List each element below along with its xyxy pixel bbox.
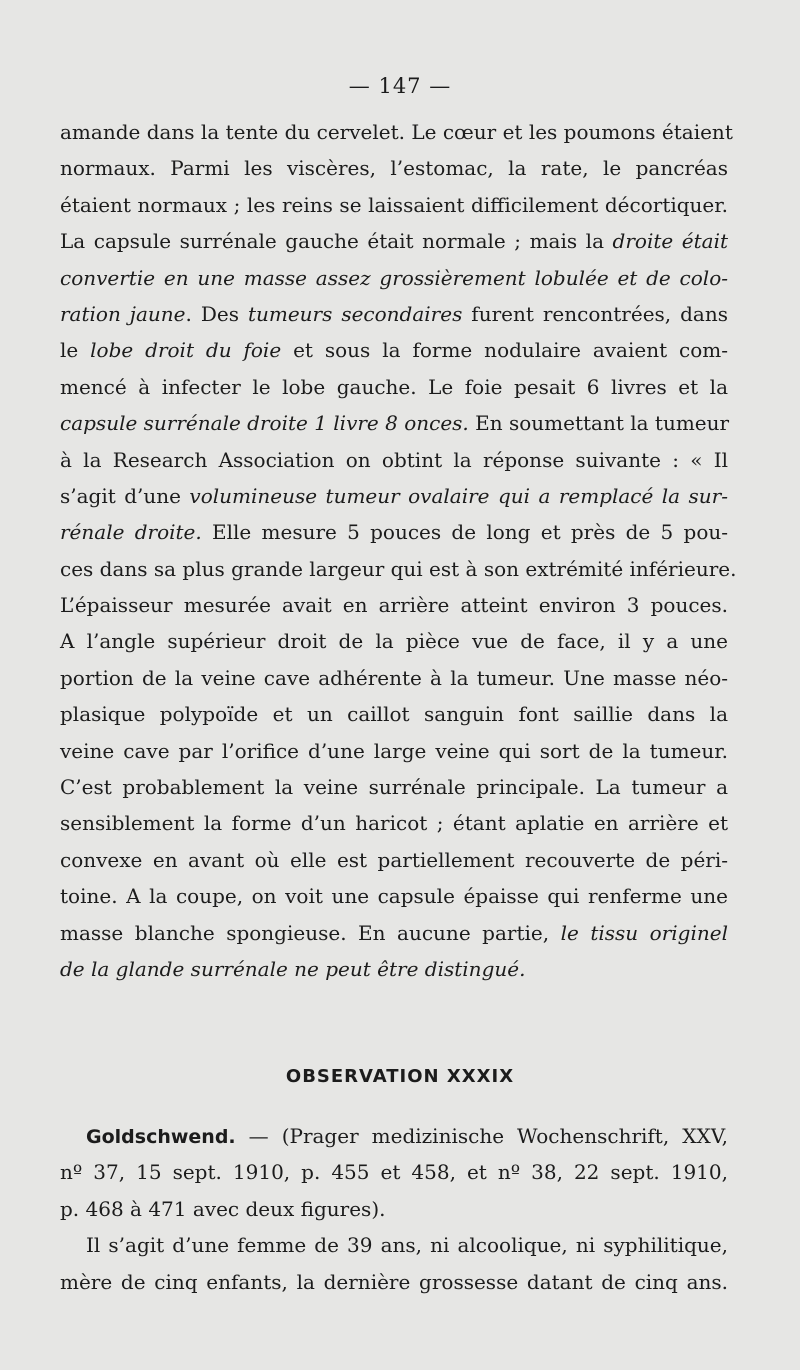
text-line: toine. A la coupe, on voit une capsule épaisse qui renferme une (60, 884, 728, 909)
italic-segment: le tissu originel (560, 920, 728, 945)
text-line: à la Research Association on obtint la réponse suivante : « Il (60, 447, 728, 472)
text-line: p. 468 à 471 avec deux figures). (60, 1196, 386, 1221)
text-segment: s’agit d’une (60, 483, 190, 508)
text-line: nº 37, 15 sept. 1910, p. 455 et 458, et nº 38, 22 sept. 1910, (60, 1160, 728, 1185)
text-line: étaient normaux ; les reins se laissaient difficilement décortiquer. (60, 192, 728, 217)
text-line (60, 478, 728, 514)
italic-segment: rénale droite. (60, 520, 202, 545)
case-description-paragraph (60, 114, 737, 987)
text-line: convexe en avant où elle est partiellement recouverte de péri- (60, 847, 728, 872)
text-segment: et sous la forme nodulaire avaient com- (281, 338, 728, 363)
text-line: portion de la veine cave adhérente à la tumeur. Une masse néo- (60, 665, 728, 690)
text-line: normaux. Parmi les viscères, l’estomac, la rate, le pancréas (60, 156, 728, 181)
text-line: veine cave par l’orifice d’une large veine qui sort de la tumeur. (60, 738, 728, 763)
text-line: mencé à infecter le lobe gauche. Le foie pesait 6 livres et la (60, 374, 728, 399)
text-line: mère de cinq enfants, la dernière grossesse datant de cinq ans. (60, 1269, 728, 1294)
text-line: plasique polypoïde et un caillot sanguin font saillie dans la (60, 702, 728, 727)
italic-segment: droite était (612, 229, 728, 254)
text-line (60, 223, 728, 259)
text-line (60, 260, 728, 296)
author-name: Goldschwend. (86, 1126, 236, 1148)
text-line (60, 296, 728, 332)
text-segment: Elle mesure 5 pouces de long et près de 5 pou- (201, 520, 728, 545)
text-segment: masse blanche spongieuse. En aucune partie, (60, 920, 561, 945)
page-number: — 147 — (348, 74, 452, 98)
italic-segment: ration jaune (60, 301, 186, 326)
text-segment: le (60, 338, 91, 363)
text-line: L’épaisseur mesurée avait en arrière atteint environ 3 pouces. (60, 593, 728, 618)
italic-segment: de la glande surrénale ne peut être distingué. (60, 956, 526, 981)
text-line (60, 1118, 728, 1154)
text-line: Il s’agit d’une femme de 39 ans, ni alcoolique, ni syphilitique, (86, 1233, 728, 1258)
text-line (60, 951, 728, 987)
text-segment: — (Prager medizinische Wochenschrift, XXV, (235, 1124, 728, 1148)
text-line (60, 915, 728, 951)
text-segment: furent rencontrées, dans (462, 301, 728, 326)
text-line: ces dans sa plus grande largeur qui est à son extrémité inférieure. (60, 556, 737, 581)
text-segment: La capsule surrénale gauche était normale ; mais la (60, 229, 613, 254)
italic-segment: lobe droit du foie (90, 338, 282, 363)
text-line (60, 514, 728, 550)
text-line: amande dans la tente du cervelet. Le cœur et les poumons étaient (60, 120, 733, 144)
text-line: C’est probablement la veine surrénale principale. La tumeur a (60, 775, 728, 800)
italic-segment: convertie en une masse assez grossièrement lobulée et de colo- (60, 265, 728, 290)
text-line: sensiblement la forme d’un haricot ; étant aplatie en arrière et (60, 811, 728, 836)
italic-segment: volumineuse tumeur ovalaire qui a remplacé la sur- (189, 483, 728, 508)
italic-segment: tumeurs secondaires (247, 301, 463, 326)
text-segment: . Des (185, 301, 248, 326)
text-segment: En soumettant la tumeur (468, 411, 730, 436)
observation-paragraph (60, 1118, 728, 1300)
italic-segment: capsule surrénale droite 1 livre 8 onces. (60, 411, 469, 436)
text-line: A l’angle supérieur droit de la pièce vue de face, il y a une (60, 629, 728, 654)
section-heading: OBSERVATION XXXIX (285, 1066, 515, 1087)
text-line (60, 405, 728, 441)
text-line (60, 332, 728, 368)
